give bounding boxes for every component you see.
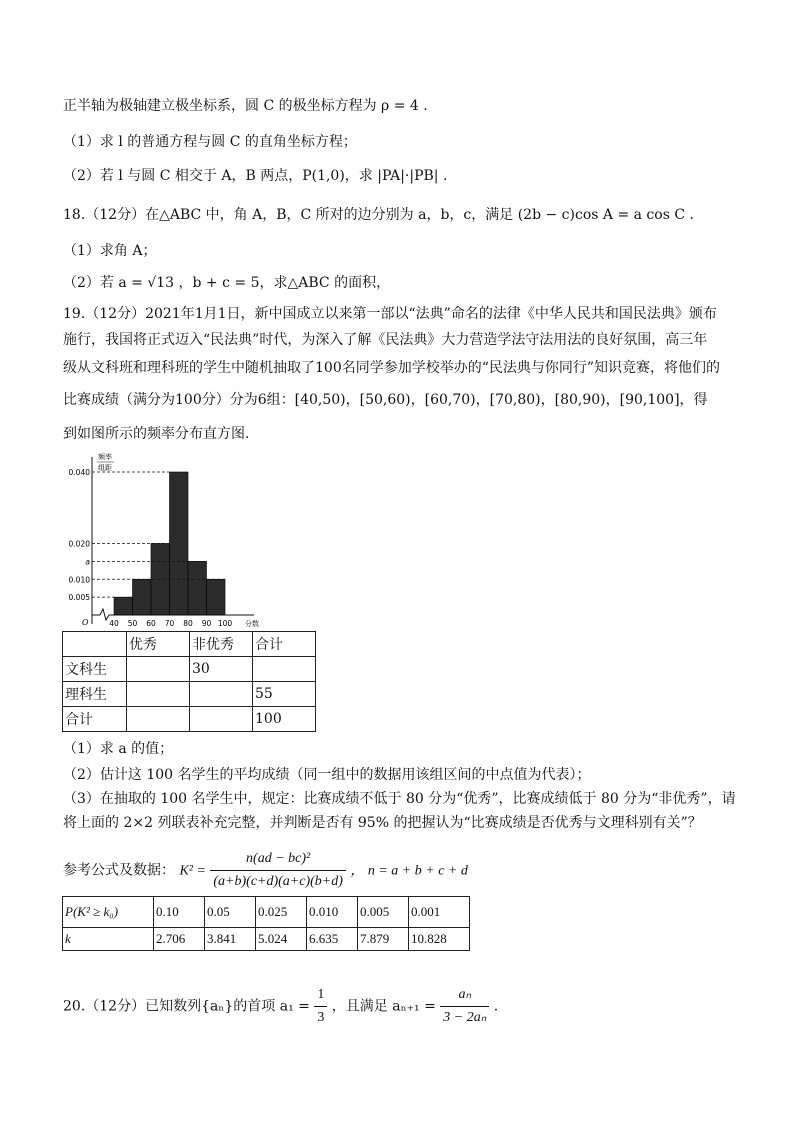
formula-denominator: (a+b)(c+d)(a+c)(b+d) bbox=[213, 874, 343, 889]
problem19-part: （3）在抽取的 100 名学生中，规定：比赛成绩不低于 80 分为“优秀”，比赛成绩低于 80 分为“非优秀”，请 bbox=[63, 791, 736, 807]
x-axis-label: 分数 bbox=[245, 620, 259, 627]
table-cell: 0.005 bbox=[358, 897, 409, 928]
formula-tail: ， n = a + b + c + d bbox=[350, 863, 468, 879]
formula-fraction bbox=[210, 848, 346, 893]
table-cell: 0.025 bbox=[256, 897, 307, 928]
table-cell bbox=[253, 657, 316, 682]
reference-formula bbox=[63, 848, 468, 893]
problem19-stem-line: 到如图所示的频率分布直方图. bbox=[63, 426, 250, 442]
table-cell: 6.635 bbox=[307, 928, 358, 951]
table-row bbox=[63, 897, 470, 928]
problem19-part: （2）估计这 100 名学生的平均成绩（同一组中的数据用该组区间的中点值为代表）； bbox=[63, 767, 591, 783]
table-cell: 非优秀 bbox=[190, 632, 253, 657]
recurrence-fraction bbox=[440, 984, 489, 1029]
frequency-histogram bbox=[62, 449, 262, 627]
table-cell: 3.841 bbox=[205, 928, 256, 951]
problem19-stem-line: 比赛成绩（满分为100分）分为6组：[40,50)，[50,60)，[60,70)，[70,80)，[80,90)，[90,100]，得 bbox=[63, 392, 708, 408]
table-cell: 0.001 bbox=[409, 897, 470, 928]
formula-lhs: K² = bbox=[179, 863, 206, 879]
histogram-bar bbox=[207, 579, 226, 615]
problem20-mid: ，且满足 aₙ₊₁ = bbox=[331, 998, 436, 1015]
table-cell: 0.010 bbox=[307, 897, 358, 928]
critical-value-table bbox=[62, 896, 470, 951]
table-row bbox=[63, 707, 316, 732]
table-cell bbox=[127, 682, 190, 707]
recurrence-denominator: 3 − 2aₙ bbox=[443, 1010, 487, 1025]
histogram-bar bbox=[114, 597, 133, 615]
x-tick-label: 90 bbox=[201, 619, 212, 627]
table-cell bbox=[190, 707, 253, 732]
table-cell: 0.10 bbox=[154, 897, 205, 928]
table-cell: P(K² ≥ k₀) bbox=[63, 897, 154, 928]
x-tick-label: 40 bbox=[109, 619, 119, 627]
problem19-part: 将上面的 2×2 列联表补充完整，并判断是否有 95% 的把握认为“比赛成绩是否优秀与文理科别有关”？ bbox=[63, 815, 702, 831]
problem18-part1: （1）求角 A； bbox=[63, 243, 157, 259]
recurrence-numerator: aₙ bbox=[440, 984, 489, 1007]
problem17-line1: 正半轴为极轴建立极坐标系，圆 C 的极坐标方程为 ρ = 4 . bbox=[63, 98, 428, 114]
problem20-end: . bbox=[493, 998, 499, 1015]
y-axis-label-bottom: 组距 bbox=[98, 464, 112, 472]
x-tick-label: 60 bbox=[146, 619, 156, 627]
table-row bbox=[63, 682, 316, 707]
problem19-stem-line: 级从文科班和理科班的学生中随机抽取了100名同学参加学校举办的“民法典与你同行”知识竞赛，将他们的 bbox=[63, 360, 721, 376]
formula-label: 参考公式及数据： bbox=[63, 862, 175, 879]
problem18-part2: （2）若 a = √13 ，b + c = 5，求△ABC 的面积， bbox=[63, 275, 391, 291]
table-cell: 理科生 bbox=[63, 682, 127, 707]
table-cell: 10.828 bbox=[409, 928, 470, 951]
x-tick-label: 80 bbox=[183, 619, 193, 627]
histogram-bar bbox=[133, 579, 152, 615]
table-row bbox=[63, 657, 316, 682]
table-cell: 合计 bbox=[253, 632, 316, 657]
axis-break-mark bbox=[100, 609, 109, 620]
first-term-fraction bbox=[314, 984, 327, 1029]
table-row bbox=[63, 632, 316, 657]
table-cell bbox=[127, 707, 190, 732]
fraction-denominator: 3 bbox=[317, 1010, 325, 1025]
y-tick-label: 0.005 bbox=[68, 593, 90, 603]
problem19-stem-line: 19.（12分）2021年1月1日，新中国成立以来第一部以“法典”命名的法律《中华人民共和国民法典》颁布 bbox=[63, 306, 717, 322]
table-row bbox=[63, 928, 470, 951]
table-cell: 0.05 bbox=[205, 897, 256, 928]
table-cell: 55 bbox=[253, 682, 316, 707]
y-tick-label: 0.040 bbox=[68, 468, 90, 477]
table-cell bbox=[127, 657, 190, 682]
table-cell: 优秀 bbox=[127, 632, 190, 657]
problem17-part1: （1）求 l 的普通方程与圆 C 的直角坐标方程； bbox=[63, 134, 357, 150]
contingency-table bbox=[62, 631, 316, 732]
table-cell: 5.024 bbox=[256, 928, 307, 951]
table-cell: 100 bbox=[253, 707, 316, 732]
table-cell bbox=[190, 682, 253, 707]
y-tick-label: 0.020 bbox=[68, 539, 90, 549]
table-cell: 2.706 bbox=[154, 928, 205, 951]
y-tick-label: a bbox=[85, 557, 90, 567]
table-cell: 7.879 bbox=[358, 928, 409, 951]
histogram-bar bbox=[170, 472, 189, 615]
formula-numerator: n(ad − bc)² bbox=[210, 848, 346, 871]
y-axis-label-top: 频率 bbox=[98, 453, 112, 461]
table-cell: 30 bbox=[190, 657, 253, 682]
x-tick-label: 50 bbox=[127, 619, 138, 627]
problem18-stem: 18.（12分）在△ABC 中，角 A，B，C 所对的边分别为 a，b，c，满足 (2b − c)cos A = a cos C . bbox=[63, 207, 694, 223]
problem20-prefix: 20.（12分）已知数列{aₙ}的首项 a₁ = bbox=[63, 998, 310, 1015]
table-cell bbox=[63, 632, 127, 657]
y-tick-label: 0.010 bbox=[68, 575, 90, 585]
problem19-stem-line: 施行，我国将正式迈入“民法典”时代，为深入了解《民法典》大力营造学法守法用法的良好氛围，高三年 bbox=[63, 332, 708, 348]
problem17-part2: （2）若 l 与圆 C 相交于 A，B 两点，P(1,0)，求 |PA|·|PB| . bbox=[63, 168, 448, 184]
table-cell: 文科生 bbox=[63, 657, 127, 682]
origin-label: O bbox=[82, 618, 89, 627]
fraction-numerator: 1 bbox=[314, 984, 327, 1007]
table-cell: k bbox=[63, 928, 154, 951]
x-tick-label: 100 bbox=[217, 619, 233, 627]
table-cell: 合计 bbox=[63, 707, 127, 732]
problem20-stem bbox=[63, 984, 498, 1029]
problem19-part: （1）求 a 的值； bbox=[63, 741, 174, 757]
x-tick-label: 70 bbox=[164, 619, 175, 627]
histogram-bar bbox=[188, 561, 207, 615]
